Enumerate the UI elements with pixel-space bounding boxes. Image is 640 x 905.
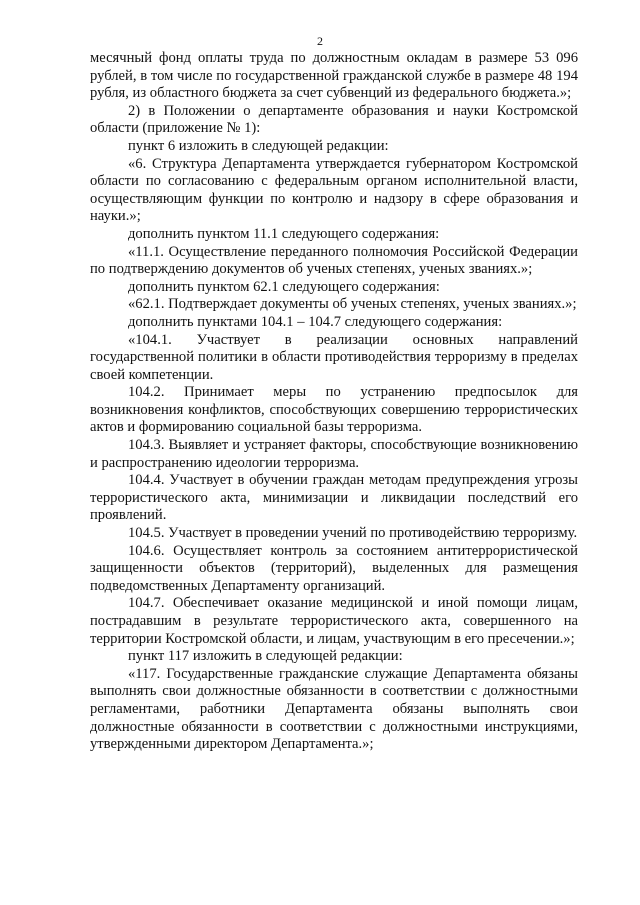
- paragraph-point-6: «6. Структура Департамента утверждается губернатором Костромской области по согласованию с федеральным органом исполнительной власти, осуществляющим функции по контролю и надзору в сфере образования и науки.»;: [90, 155, 578, 225]
- paragraph-point-117-intro: пункт 117 изложить в следующей редакции:: [128, 648, 403, 665]
- paragraph-point-104-3: 104.3. Выявляет и устраняет факторы, способствующие возникновению и распространению идеологии терроризма.: [90, 437, 578, 471]
- paragraph-point-117: «117. Государственные гражданские служащие Департамента обязаны выполнять свои должностные обязанности в соответствии с должностными регламентами, работники Департамента обязаны выполнять свои должностные обязанности в соответствии с должностными инструкциями, утвержденными директором Департамента.»;: [90, 665, 578, 753]
- paragraph-point-11-1-intro: дополнить пунктом 11.1 следующего содержания:: [128, 225, 440, 242]
- paragraph-amendment-2: 2) в Положении о департаменте образования и науки Костромской области (приложение № 1):: [90, 102, 578, 137]
- paragraph-point-104-2: 104.2. Принимает меры по устранению предпосылок для возникновения конфликтов, способствующих совершению террористических актов и формированию социальной базы терроризма.: [90, 384, 578, 436]
- paragraph-point-62-1: «62.1. Подтверждает документы об ученых степенях, ученых званиях.»;: [128, 296, 577, 313]
- document-body: [90, 50, 578, 754]
- paragraph-point-104-6: 104.6. Осуществляет контроль за состоянием антитеррористической защищенности объектов (территорий), выделенных для размещения подведомственных Департаменту организаций.: [90, 542, 578, 594]
- paragraph-point-104-5: 104.5. Участвует в проведении учений по противодействию терроризму.: [128, 525, 578, 542]
- paragraph-point-11-1: «11.1. Осуществление переданного полномочия Российской Федерации по подтверждению документов об ученых степенях, ученых званиях.»;: [90, 243, 578, 278]
- page-number: 2: [317, 34, 323, 48]
- paragraph-point-6-intro: пункт 6 изложить в следующей редакции:: [128, 137, 389, 154]
- paragraph-fund-continuation: месячный фонд оплаты труда по должностным окладам в размере 53 096 рублей, в том числе по государственной гражданской службе в размере 48 194 рубля, из областного бюджета за счет субвенций из федерального бюджета.»;: [90, 50, 578, 102]
- paragraph-point-104-1: «104.1. Участвует в реализации основных направлений государственной политики в области противодействия терроризму в пределах своей компетенции.: [90, 331, 578, 383]
- paragraph-point-62-1-intro: дополнить пунктом 62.1 следующего содержания:: [128, 278, 440, 295]
- paragraph-point-104-7: 104.7. Обеспечивает оказание медицинской и иной помощи лицам, пострадавшим в результате террористического акта, совершенного на территории Костромской области, и лицам, участвующим в его пресечении.»;: [90, 595, 578, 647]
- paragraph-points-104-intro: дополнить пунктами 104.1 – 104.7 следующего содержания:: [128, 313, 503, 330]
- paragraph-point-104-4: 104.4. Участвует в обучении граждан методам предупреждения угрозы террористического акта, минимизации и ликвидации последствий его проявлений.: [90, 472, 578, 524]
